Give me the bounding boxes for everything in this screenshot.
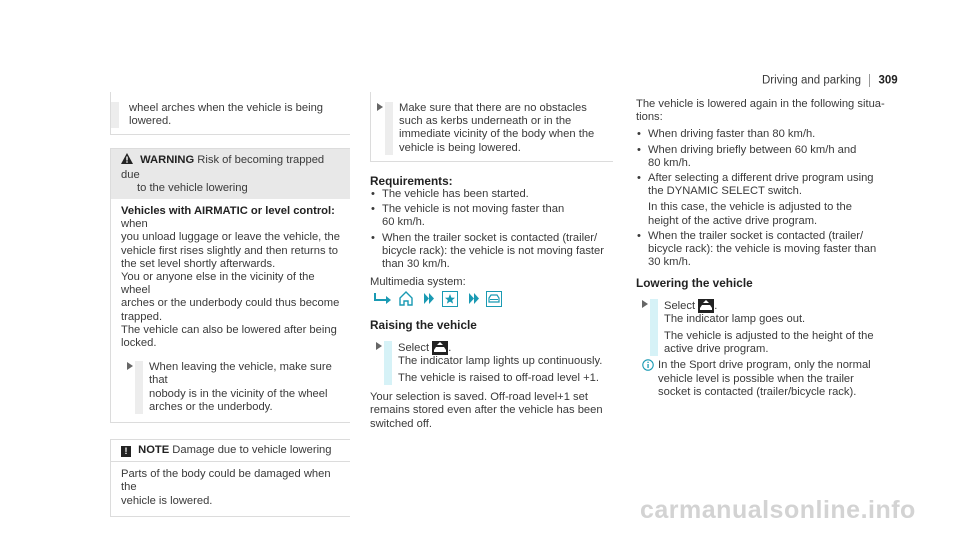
step-arrow-icon: [377, 103, 383, 111]
saved-line: Your selection is saved. Off-road level+1 set: [370, 391, 588, 404]
condition-text: 80 km/h.: [648, 156, 691, 169]
requirement-text: The vehicle is not moving faster than: [382, 203, 565, 216]
note-box: [110, 439, 350, 517]
header-divider: [869, 74, 870, 87]
lowering-condition: • When the trailer socket is contacted (trailer/ bicycle rack): the vehicle is moving faster than 30 km/h.: [636, 230, 886, 270]
adjusted-line: The vehicle is adjusted to the height of the: [664, 330, 874, 342]
warning-box: [110, 148, 350, 423]
box1-line-1: wheel arches when the vehicle is being: [129, 102, 324, 114]
requirement-item: • The vehicle is not moving faster than 60 km/h.: [370, 203, 613, 229]
raise-button-icon[interactable]: [432, 341, 448, 355]
saved-line: remains stored even after the vehicle has been: [370, 404, 603, 417]
select-text: Select: [664, 299, 696, 312]
condition-subtext: In this case, the vehicle is adjusted to the: [648, 201, 852, 214]
condition-text: After selecting a different drive program using: [648, 172, 874, 185]
condition-text: When driving faster than 80 km/h.: [648, 128, 816, 141]
condition-text: When the trailer socket is contacted (trailer/: [648, 229, 864, 242]
multimedia-label: Multimedia system:: [370, 276, 466, 289]
warning-p3-line: The vehicle can also be lowered after being: [121, 323, 337, 336]
menu-path: [370, 291, 613, 309]
lowering-step: [636, 299, 886, 357]
lamp-on-text: The indicator lamp lights up continuously.: [398, 354, 603, 367]
obstacle-line: vehicle is being lowered.: [399, 141, 521, 154]
intro-line: The vehicle is lowered again in the following situa-: [636, 98, 885, 110]
info-line: In the Sport drive program, only the normal: [658, 359, 871, 372]
step-arrow-icon: [642, 300, 648, 308]
requirement-text: When the trailer socket is contacted (trailer/: [382, 231, 598, 244]
warning-step-line: nobody is in the vicinity of the wheel: [149, 387, 328, 400]
note-label: NOTE: [138, 444, 170, 457]
requirement-item: • When the trailer socket is contacted (trailer/ bicycle rack): the vehicle is not moving faster than 30 km/h.: [370, 232, 613, 272]
requirement-text: 60 km/h.: [382, 216, 425, 229]
obstacle-step-box: [370, 92, 613, 162]
obstacle-line: immediate vicinity of the body when the: [399, 128, 595, 141]
warning-lead-rest: when: [121, 218, 148, 231]
warning-icon: [121, 153, 133, 168]
warning-lead: Vehicles with AIRMATIC or level control:: [121, 205, 335, 218]
raising-heading: Raising the vehicle: [370, 318, 477, 333]
info-icon: [642, 359, 654, 375]
requirement-text: The vehicle has been started.: [382, 188, 529, 201]
lowering-heading: Lowering the vehicle: [636, 276, 753, 291]
obstacle-line: such as kerbs underneath or in the: [399, 115, 572, 128]
warning-p2-line: You or anyone else in the vicinity of the wheel: [121, 271, 315, 297]
warning-step-line: When leaving the vehicle, make sure that: [149, 361, 332, 387]
warning-p2-line: arches or the underbody could thus become: [121, 297, 340, 310]
info-line: vehicle level is possible when the trailer: [658, 372, 854, 385]
info-line: socket is contacted (trailer/bicycle rack).: [658, 385, 857, 398]
select-text: Select: [398, 341, 430, 354]
lowering-condition: • When driving faster than 80 km/h.: [636, 128, 886, 141]
note-line: vehicle is lowered.: [121, 494, 213, 507]
requirement-text: than 30 km/h.: [382, 258, 450, 271]
warning-title-1: Risk of becoming trapped due: [121, 154, 325, 181]
note-body: [111, 462, 350, 516]
section-title: Driving and parking: [762, 74, 862, 87]
step-arrow-icon: [127, 362, 133, 370]
warning-p1-line: the set level shortly afterwards.: [121, 257, 276, 270]
raising-step: [370, 341, 613, 386]
requirements-heading: Requirements:: [370, 173, 453, 188]
warning-p1-line: vehicle first rises slightly and then returns to: [121, 244, 339, 257]
requirements: [370, 175, 613, 271]
vehicle-settings-icon[interactable]: [486, 291, 502, 307]
warning-step: [121, 361, 344, 414]
note-line: Parts of the body could be damaged when the: [121, 468, 331, 494]
select-end: .: [714, 299, 718, 312]
column-right: [636, 98, 886, 399]
warning-title-2: to the vehicle lowering: [137, 181, 248, 194]
warning-p3-line: locked.: [121, 337, 157, 350]
condition-text: bicycle rack): the vehicle is moving faster than: [648, 243, 877, 256]
select-end: .: [448, 341, 452, 354]
page-number: 309: [878, 74, 898, 87]
box1-line-2: lowered.: [129, 115, 172, 128]
requirement-text: bicycle rack): the vehicle is not moving faster: [382, 244, 604, 257]
warning-p2-line: trapped.: [121, 310, 163, 323]
step-arrow-icon: [376, 342, 382, 350]
note-title: Damage due to vehicle lowering: [172, 444, 332, 457]
adjusted-line: active drive program.: [664, 343, 769, 356]
saved-paragraph: [370, 391, 613, 431]
warning-p1-line: you unload luggage or leave the vehicle, the: [121, 231, 340, 244]
watermark: carmanualsonline.info: [640, 496, 916, 524]
lowering-condition: • When driving briefly between 60 km/h and 80 km/h.: [636, 144, 886, 170]
saved-line: switched off.: [370, 417, 432, 430]
note-icon: !: [121, 446, 131, 457]
column-left: [110, 94, 350, 517]
lower-button-icon[interactable]: [698, 299, 714, 313]
note-header: [111, 440, 350, 462]
condition-text: When driving briefly between 60 km/h and: [648, 143, 857, 156]
condition-subtext: height of the active drive program.: [648, 214, 818, 227]
lamp-off-text: The indicator lamp goes out.: [664, 312, 806, 325]
chevron-double-icon: [424, 293, 435, 308]
path-start-arrow-icon: [373, 293, 391, 309]
chevron-double-icon: [469, 293, 480, 308]
warning-step-line: arches or the underbody.: [149, 400, 273, 413]
column-middle: [370, 94, 613, 431]
intro-line: tions:: [636, 111, 663, 124]
home-icon[interactable]: [398, 291, 414, 310]
star-icon[interactable]: [442, 291, 458, 307]
warning-body: [111, 199, 350, 422]
continued-step-box: [110, 92, 350, 135]
obstacle-line: Make sure that there are no obstacles: [399, 102, 587, 114]
warning-label: WARNING: [140, 154, 195, 167]
raised-text: The vehicle is raised to off-road level +1.: [398, 372, 599, 384]
requirement-item: • The vehicle has been started.: [370, 188, 613, 201]
running-header: [762, 74, 898, 88]
condition-text: 30 km/h.: [648, 256, 691, 269]
lowering-condition: • After selecting a different drive program using the DYNAMIC SELECT switch. In this case, the vehicle is adjusted to the height of the active drive program.: [636, 172, 886, 228]
warning-header: [111, 149, 350, 199]
obstacle-step: [371, 102, 613, 155]
condition-text: the DYNAMIC SELECT switch.: [648, 185, 802, 198]
info-note: [636, 359, 886, 399]
